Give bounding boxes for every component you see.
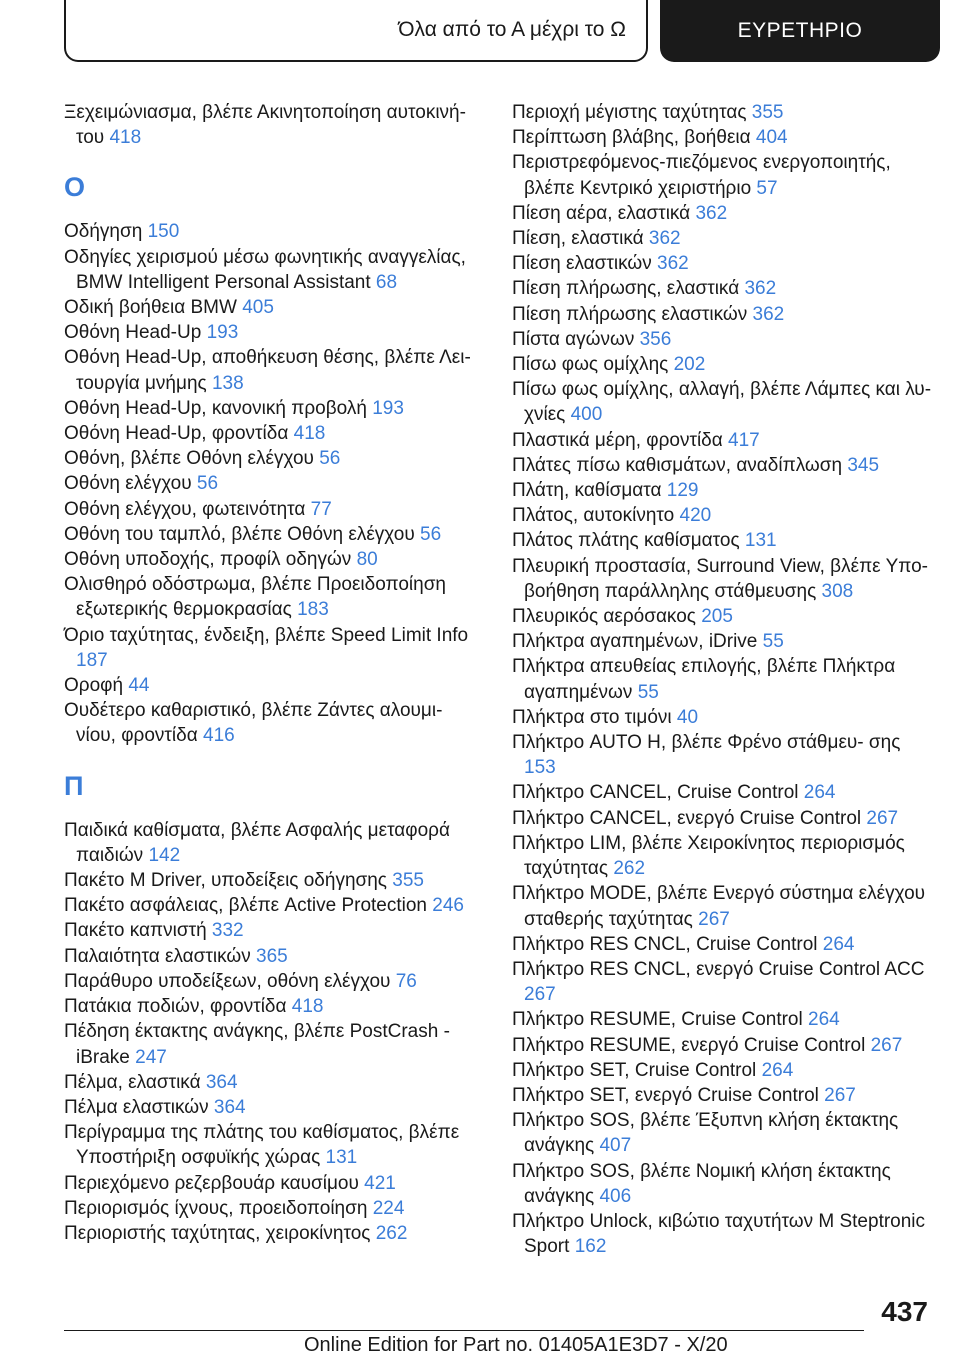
index-entry-text: Πλάτος πλάτης καθίσματος <box>512 530 740 552</box>
index-entry-text: Πλήκτρο SET, ενεργό Cruise Control <box>512 1084 819 1106</box>
index-entry-text: Πίεση πλήρωσης ελαστικών <box>512 303 748 325</box>
index-page-link[interactable]: 262 <box>613 858 646 880</box>
index-entry-text: Πέδηση έκτακτης ανάγκης, βλέπε PostCrash - iBrake <box>64 1021 450 1068</box>
index-entry <box>64 497 484 522</box>
index-entry <box>512 478 932 503</box>
index-entry-text: Ξεχειμώνιασμα, βλέπε Ακινητοποίηση αυτοκινή- του <box>64 102 466 149</box>
index-entry <box>64 893 484 918</box>
index-entry <box>64 623 484 673</box>
index-entry-text: Πίσω φως ομίχλης <box>512 354 669 376</box>
index-page-link[interactable]: 56 <box>420 523 442 545</box>
index-page-link[interactable]: 267 <box>866 807 899 829</box>
index-page-link[interactable]: 416 <box>203 725 235 747</box>
index-entry-text: Πλάτες πίσω καθισμάτων, αναδίπλωση <box>512 454 843 476</box>
index-entry <box>512 629 932 654</box>
index-entry-text: Πέλμα ελαστικών <box>64 1096 209 1118</box>
index-entry <box>64 944 484 969</box>
index-page-link[interactable]: 355 <box>751 102 784 123</box>
index-entry <box>512 932 932 957</box>
index-page-link[interactable]: 308 <box>821 580 854 602</box>
index-entry-text: Πλήκτρο SOS, βλέπε Νομική κλήση έκτακτης ανάγκης <box>512 1160 891 1207</box>
index-entry-text: Περιεχόμενο ρεζερβουάρ καυσίμου <box>64 1172 359 1194</box>
index-entry <box>512 831 932 881</box>
index-entry <box>512 453 932 478</box>
index-page-link[interactable]: 131 <box>325 1147 358 1169</box>
index-entry <box>512 881 932 931</box>
index-page-link[interactable]: 129 <box>666 480 699 502</box>
index-letter-heading: Ο <box>64 172 86 203</box>
index-entry <box>64 1095 484 1120</box>
index-entry <box>64 1196 484 1221</box>
index-page-link[interactable]: 364 <box>205 1071 238 1093</box>
index-entry <box>64 673 484 698</box>
index-page-link[interactable]: 362 <box>695 202 728 224</box>
index-page-link[interactable]: 362 <box>648 228 681 250</box>
index-entry-text: Πλήκτρα αγαπημένων, iDrive <box>512 631 758 653</box>
index-entry-text: Οροφή <box>64 675 124 697</box>
index-entry-text: Πλήκτρα απευθείας επιλογής, βλέπε Πλήκτρα αγαπημένων <box>512 656 896 703</box>
index-page-link[interactable]: 131 <box>744 530 777 552</box>
index-entry-text: Οδήγηση <box>64 221 143 243</box>
index-entry <box>64 818 484 868</box>
index-page-link[interactable]: 77 <box>310 498 332 520</box>
index-entry <box>64 1171 484 1196</box>
index-page-link[interactable]: 267 <box>698 908 730 930</box>
index-entry <box>64 295 484 320</box>
index-column-left <box>64 100 484 1246</box>
index-page-link[interactable]: 264 <box>761 1059 794 1081</box>
index-entry-text: Περιστρεφόμενος-πιεζόμενος ενεργοποιητής, βλέπε Κεντρικό χειριστήριο <box>512 152 891 199</box>
index-page-link[interactable]: 56 <box>196 473 219 495</box>
index-entry <box>512 730 932 780</box>
index-page-link[interactable]: 224 <box>372 1197 405 1219</box>
index-entry <box>64 868 484 893</box>
index-page-link[interactable]: 40 <box>676 706 699 728</box>
index-entry <box>64 446 484 471</box>
index-entry-text: Πλήκτρο RESUME, ενεργό Cruise Control <box>512 1034 866 1056</box>
index-entry-text: Περιορισμός ίχνους, προειδοποίηση <box>64 1197 368 1219</box>
index-entry-text: Πακέτο καπνιστή <box>64 920 207 942</box>
index-page-link[interactable]: 55 <box>762 631 784 653</box>
index-page-link[interactable]: 345 <box>847 454 880 476</box>
index-entry <box>64 969 484 994</box>
index-entry-text: Πλήκτρο MODE, βλέπε Ενεργό σύστημα ελέγχου σταθερής ταχύτητας <box>512 883 926 930</box>
index-entry <box>64 522 484 547</box>
index-entry-text: Περίπτωση βλάβης, βοήθεια <box>512 127 751 149</box>
index-page-link[interactable]: 193 <box>206 322 239 344</box>
index-page-link[interactable]: 264 <box>808 1009 840 1031</box>
index-entry <box>512 957 932 1007</box>
index-entry <box>64 421 484 446</box>
index-page-link[interactable]: 202 <box>673 354 706 376</box>
index-page-link[interactable]: 68 <box>375 271 398 293</box>
index-entry <box>512 1159 932 1209</box>
index-entry <box>512 352 932 377</box>
index-entry-text: Πίεση ελαστικών <box>512 253 652 275</box>
index-page-link[interactable]: 356 <box>639 328 672 350</box>
index-entry <box>64 1070 484 1095</box>
index-page-link[interactable]: 262 <box>375 1222 408 1244</box>
index-entry <box>64 1221 484 1246</box>
index-entry-text: Παλαιότητα ελαστικών <box>64 945 251 967</box>
index-entry-text: Πίστα αγώνων <box>512 328 635 350</box>
index-entry-text: Πλήκτρο RES CNCL, Cruise Control <box>512 933 818 955</box>
index-page-link[interactable]: 418 <box>291 996 324 1018</box>
index-page-link[interactable]: 364 <box>213 1096 246 1118</box>
index-entry-text: Πλευρική προστασία, Surround View, βλέπε Υπο- βοήθηση παράλληλης στάθμευσης <box>512 555 928 602</box>
index-entry-text: Πίσω φως ομίχλης, αλλαγή, βλέπε Λάμπες και λυ- χνίες <box>512 379 932 426</box>
index-entry-text: Οθόνη Head-Up, κανονική προβολή <box>64 397 367 419</box>
index-entry-text: Πέλμα, ελαστικά <box>64 1071 201 1093</box>
index-page-link[interactable]: 267 <box>870 1034 903 1056</box>
index-page-link[interactable]: 420 <box>679 505 712 527</box>
index-entry-text: Περιοριστής ταχύτητας, χειροκίνητος <box>64 1222 371 1244</box>
index-page-link[interactable]: 355 <box>392 870 424 892</box>
index-page-link[interactable]: 264 <box>822 933 855 955</box>
index-page-link[interactable]: 153 <box>524 757 556 779</box>
index-entry <box>64 918 484 943</box>
section-tab <box>64 0 648 62</box>
index-entry <box>512 1033 932 1058</box>
index-page-link[interactable]: 44 <box>128 675 150 697</box>
index-page-link[interactable]: 417 <box>728 429 760 451</box>
index-page-link[interactable]: 362 <box>752 303 785 325</box>
index-entry-text: Οθόνη Head-Up, αποθήκευση θέσης, βλέπε Λει- τουργία μνήμης <box>64 347 471 394</box>
index-entry <box>512 780 932 805</box>
index-entry <box>512 201 932 226</box>
index-entry-text: Οθόνη, βλέπε Οθόνη ελέγχου <box>64 448 314 470</box>
index-page-link[interactable]: 247 <box>135 1046 167 1068</box>
index-page-link[interactable]: 246 <box>432 895 464 917</box>
index-entry <box>64 994 484 1019</box>
index-entry-text: Παιδικά καθίσματα, βλέπε Ασφαλής μεταφορά παιδιών <box>64 819 450 866</box>
index-entry-text: Πίεση αέρα, ελαστικά <box>512 202 691 224</box>
index-entry <box>512 528 932 553</box>
index-page-link[interactable]: 267 <box>824 1084 856 1106</box>
index-entry-text: Οθόνη ελέγχου, φωτεινότητα <box>64 498 306 520</box>
index-entry-text: Πλήκτρο RESUME, Cruise Control <box>512 1009 803 1031</box>
index-page-link[interactable]: 362 <box>657 253 689 275</box>
index-entry-text: Πλήκτρο RES CNCL, ενεργό Cruise Control ACC <box>512 958 925 980</box>
index-page-link[interactable]: 264 <box>803 782 836 804</box>
index-entry <box>512 1058 932 1083</box>
index-entry-text: Πλήκτρο Unlock, κιβώτιο ταχυτήτων M Steptronic Sport <box>512 1210 926 1258</box>
index-page-link[interactable]: 57 <box>756 177 778 199</box>
index-entry-text: Πλάτος, αυτοκίνητο <box>512 505 675 527</box>
index-page-link[interactable]: 162 <box>574 1236 607 1258</box>
index-tab <box>660 0 940 62</box>
index-page-link[interactable]: 193 <box>372 397 404 419</box>
index-entry <box>512 125 932 150</box>
index-entry <box>512 1007 932 1032</box>
index-entry-text: Οδηγίες χειρισμού μέσω φωνητικής αναγγελίας, BMW Intelligent Personal Assistant <box>64 246 466 293</box>
index-page-link[interactable]: 80 <box>356 549 378 571</box>
index-entry <box>64 698 484 748</box>
index-page-link[interactable]: 76 <box>395 970 417 992</box>
index-entry <box>512 1209 932 1259</box>
index-entry-text: Πλήκτρο SET, Cruise Control <box>512 1059 757 1081</box>
index-entry-text: Οθόνη Head-Up <box>64 322 202 344</box>
index-entry <box>512 705 932 730</box>
index-entry <box>64 396 484 421</box>
index-entry-text: Οθόνη ελέγχου <box>64 473 192 495</box>
index-entry-text: Πλήκτρο CANCEL, Cruise Control <box>512 782 799 804</box>
index-page-link[interactable]: 404 <box>755 127 788 149</box>
index-entry-text: Ουδέτερο καθαριστικό, βλέπε Ζάντες αλουμι- νίου, φροντίδα <box>64 700 443 747</box>
index-entry-text: Πλαστικά μέρη, φροντίδα <box>512 429 723 451</box>
index-entry <box>512 276 932 301</box>
index-entry <box>512 1083 932 1108</box>
index-entry <box>512 806 932 831</box>
page-number: 437 <box>881 1296 928 1327</box>
index-entry-text: Πίεση, ελαστικά <box>512 228 644 250</box>
index-entry <box>512 604 932 629</box>
index-entry-text: Ολισθηρό οδόστρωμα, βλέπε Προειδοποίηση εξωτερικής θερμοκρασίας <box>64 574 446 621</box>
index-entry <box>512 251 932 276</box>
page-header <box>64 0 940 64</box>
edition-footer: Online Edition for Part no. 01405A1E3D7 - X/20 <box>304 1334 728 1356</box>
index-entry-text: Οδική βοήθεια BMW <box>64 297 237 319</box>
index-entry-text: Περίγραμμα της πλάτης του καθίσματος, βλέπε Υποστήριξη οσφυϊκής χώρας <box>64 1122 460 1169</box>
index-entry-text: Πλήκτρο CANCEL, ενεργό Cruise Control <box>512 807 862 829</box>
index-page-link[interactable]: 138 <box>211 372 244 394</box>
footer-divider <box>64 1330 864 1331</box>
index-entry <box>512 654 932 704</box>
index-entry <box>64 245 484 295</box>
index-letter-heading: Π <box>64 770 84 801</box>
index-page-link[interactable]: 418 <box>109 127 142 149</box>
index-entry-text: Παράθυρο υποδείξεων, οθόνη ελέγχου <box>64 970 391 992</box>
index-page-link[interactable]: 400 <box>570 404 603 426</box>
index-entry-text: Οθόνη υποδοχής, προφίλ οδηγών <box>64 549 352 571</box>
index-page-link[interactable]: 418 <box>293 423 326 445</box>
index-entry-text: Πλευρικός αερόσακος <box>512 606 696 628</box>
index-page-link[interactable]: 187 <box>76 649 108 671</box>
index-entry <box>512 377 932 427</box>
index-column-right <box>512 100 932 1259</box>
index-entry-text: Όριο ταχύτητας, ένδειξη, βλέπε Speed Limit Info <box>64 624 469 646</box>
index-entry-text: Πλάτη, καθίσματα <box>512 480 662 502</box>
index-page-link[interactable]: 55 <box>637 681 659 703</box>
index-entry <box>512 428 932 453</box>
index-tab-label: ΕΥΡΕΤΗΡΙΟ <box>737 19 863 42</box>
index-entry <box>512 503 932 528</box>
index-page-link[interactable]: 150 <box>147 221 180 243</box>
index-entry-text: Πλήκτρα στο τιμόνι <box>512 706 672 728</box>
index-entry <box>64 345 484 395</box>
index-page-link[interactable]: 405 <box>242 297 274 319</box>
index-entry-text: Οθόνη Head-Up, φροντίδα <box>64 423 289 445</box>
index-entry <box>512 150 932 200</box>
index-entry-text: Πίεση πλήρωσης, ελαστικά <box>512 278 740 300</box>
index-entry-text: Πακέτο M Driver, υποδείξεις οδήγησης <box>64 870 387 892</box>
index-entry <box>512 327 932 352</box>
section-tab-label: Όλα από το Α μέχρι το Ω <box>398 18 626 41</box>
index-entry <box>512 302 932 327</box>
index-entry <box>64 320 484 345</box>
index-entry <box>512 100 932 125</box>
index-page-link[interactable]: 205 <box>701 606 733 628</box>
index-entry-text: Περιοχή μέγιστης ταχύτητας <box>512 102 747 123</box>
index-entry <box>512 226 932 251</box>
index-entry <box>64 1120 484 1170</box>
index-page-link[interactable]: 142 <box>148 844 181 866</box>
index-entry <box>64 100 484 150</box>
index-page-link[interactable]: 421 <box>364 1172 396 1194</box>
index-page-link[interactable]: 365 <box>256 945 288 967</box>
index-page-link[interactable]: 56 <box>319 448 341 470</box>
index-entry <box>64 547 484 572</box>
index-entry <box>64 471 484 496</box>
index-page-link[interactable]: 183 <box>297 599 329 621</box>
index-entry <box>64 1019 484 1069</box>
index-page-link[interactable]: 406 <box>599 1185 632 1207</box>
index-page-link[interactable]: 267 <box>524 984 556 1006</box>
index-entry <box>512 1108 932 1158</box>
index-entry-text: Πατάκια ποδιών, φροντίδα <box>64 996 287 1018</box>
index-entry-text: Πλήκτρο LIM, βλέπε Χειροκίνητος περιορισμός ταχύτητας <box>512 832 905 880</box>
index-entry <box>64 219 484 244</box>
index-entry-text: Πλήκτρο SOS, βλέπε Έξυπνη κλήση έκτακτης ανάγκης <box>512 1110 899 1157</box>
index-page-link[interactable]: 332 <box>211 920 244 942</box>
index-entry <box>64 572 484 622</box>
index-entry <box>512 554 932 604</box>
index-page-link[interactable]: 407 <box>599 1135 632 1157</box>
index-entry-text: Οθόνη του ταμπλό, βλέπε Οθόνη ελέγχου <box>64 523 415 545</box>
index-entry-text: Πλήκτρο AUTO H, βλέπε Φρένο στάθμευ- σης <box>512 732 901 754</box>
index-page-link[interactable]: 362 <box>744 278 777 300</box>
index-entry-text: Πακέτο ασφάλειας, βλέπε Active Protection <box>64 895 427 917</box>
